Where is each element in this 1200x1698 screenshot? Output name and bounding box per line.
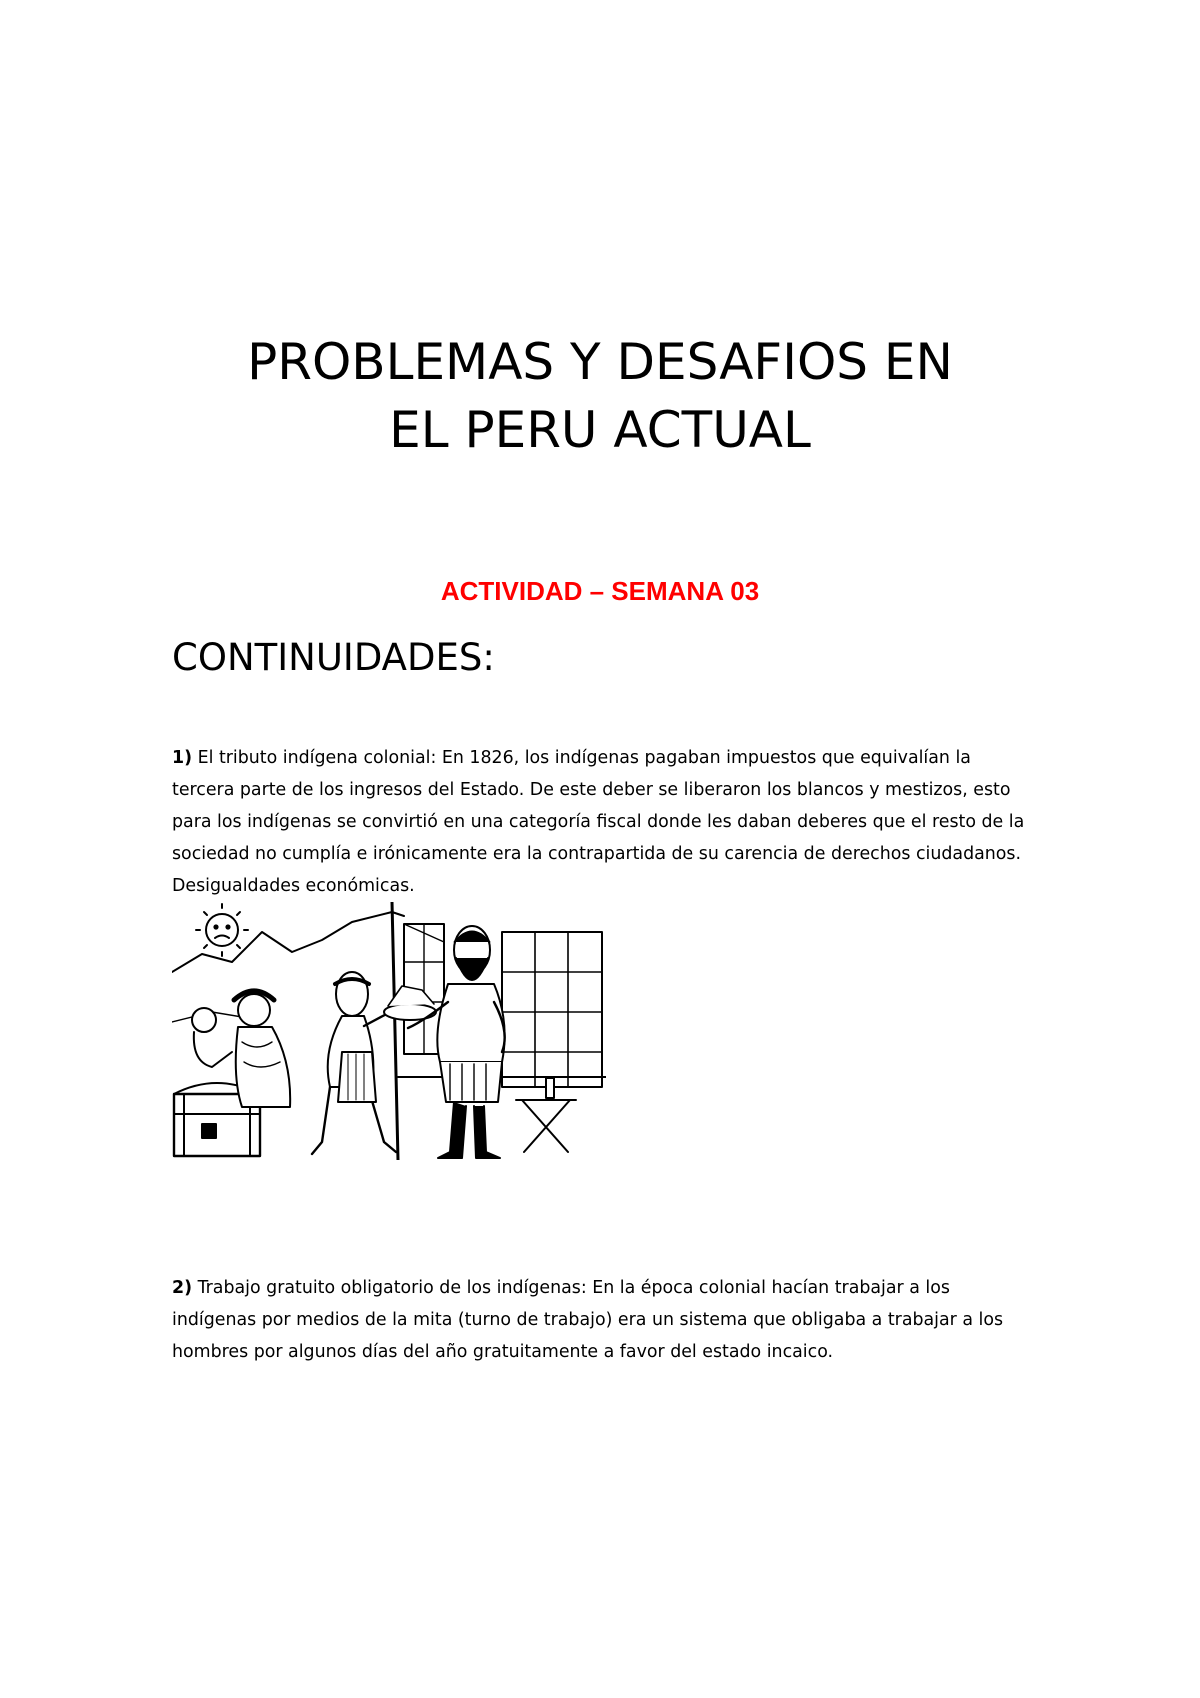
item-2-text: Trabajo gratuito obligatorio de los indígenas: En la época colonial hacían trabajar a los indígenas por medios de la mita (turno de trabajo) era un sistema que obligaba a trabajar a los hombres por algunos días del año gratuitamente a favor del estado incaico. [172,1278,1004,1362]
sun-icon [196,904,248,956]
paragraph-item-1 [172,742,1038,902]
activity-heading: ACTIVIDAD – SEMANA 03 [440,576,760,606]
page-title-line-1: PROBLEMAS Y DESAFIOS EN [247,333,953,391]
item-1-number: 1) [172,748,193,768]
small-table [516,1078,576,1152]
seated-woman-figure [192,991,290,1107]
item-2-number: 2) [172,1278,193,1298]
page-title [0,328,1200,464]
paragraph-item-2 [172,1272,1038,1368]
page-title-line-2: EL PERU ACTUAL [389,401,811,459]
colonial-tribute-illustration [172,902,606,1160]
mountain-lines [172,912,404,972]
item-1-text: El tributo indígena colonial: En 1826, los indígenas pagaban impuestos que equivalían la tercera parte de los ingresos del Estado. De este deber se liberaron los blancos y mestizos, esto para los indígenas se convirtió en una categoría fiscal donde les daban deberes que el resto de la sociedad no cumplía e irónicamente era la contrapartida de su carencia de derechos ciudadanos. Desigualdades económicas. [172,748,1025,896]
section-heading: CONTINUIDADES: [172,636,495,679]
